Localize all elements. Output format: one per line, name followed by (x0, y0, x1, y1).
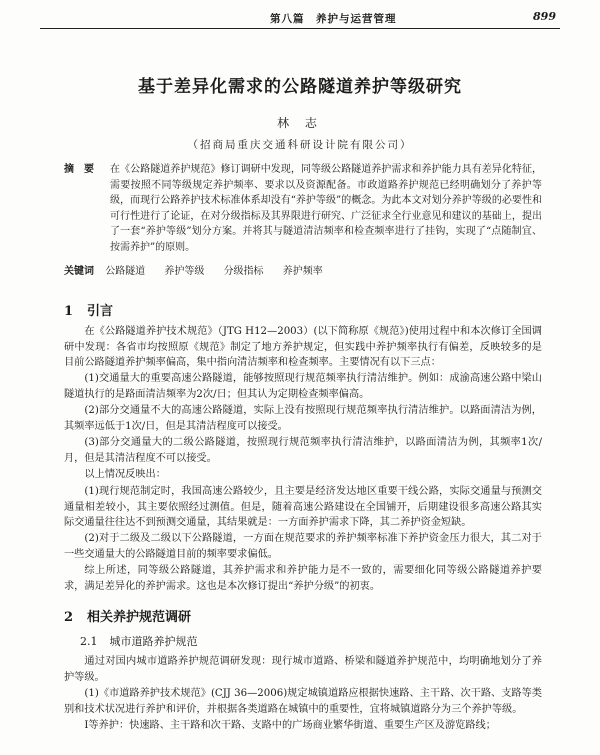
section-1-heading (64, 300, 113, 319)
paragraph: Ⅰ等养护：快速路、主干路和次干路、支路中的广场商业繁华街道、重要生产区及游览路线； (84, 720, 496, 731)
keyword: 分级指标 (223, 266, 264, 277)
section-2-heading (64, 606, 191, 625)
keyword: 养护频率 (282, 266, 323, 277)
paper-title: 基于差异化需求的公路隧道养护等级研究 (138, 77, 462, 97)
paragraph: (3)部分交通量大的二级公路隧道，按照现行规范频率执行清洁维护，以路面清洁为例，其频率1次/月，但是其清洁程度不可以接受。 (64, 437, 542, 464)
section-number: 2 (64, 610, 74, 625)
keyword: 养护等级 (164, 266, 205, 277)
keyword: 公路隧道 (105, 266, 146, 277)
subsection-title: 城市道路养护规范 (109, 635, 198, 648)
section-title: 引言 (87, 304, 114, 319)
paragraph: (2)对于二级及二级以下公路隧道，一方面在规范要求的养护频率标准下养护资金压力很大，其二对于一些交通量大的公路隧道目前的频率要求偏低。 (64, 533, 542, 560)
paragraph: (1)《市道路养护技术规范》(CJJ 36—2006)规定城镇道路应根据快速路、主干路、次干路、支路等类别和技术状况进行养护和评价，并根据各类道路在城镇中的重要性，宜将城镇道路分为三个养护等级。 (64, 688, 542, 715)
paragraph: 以上情况反映出： (84, 469, 166, 480)
author: 林 志 (277, 116, 323, 130)
page-number: 899 (533, 10, 556, 23)
abstract (64, 162, 542, 255)
abstract-label: 摘要 (64, 164, 104, 175)
paragraph: (1)现行规范制定时，我国高速公路较少，且主要是经济发达地区重要干线公路，实际交通量与预测交通量相差较小，其主要依照经过测值。但是，随着高速公路建设在全国铺开，后期建设很多高速公路其实际交通量往往达不到预测交通量，其结果就是：一方面养护需求下降，其二养护资金短缺。 (64, 486, 542, 528)
paragraph: 综上所述，同等级公路隧道，其养护需求和养护能力是不一致的，需要细化同等级公路隧道养护要求，满足差异化的养护需求。这也是本次修订提出“养护分级”的初衷。 (64, 565, 542, 592)
running-header (40, 8, 560, 29)
paragraph: 通过对国内城市道路养护规范调研发现：现行城市道路、桥梁和隧道养护规范中，均明确地划分了养护等级。 (64, 656, 542, 683)
running-header-section: 第八篇 养护与运营管理 (270, 13, 397, 25)
subsection-number: 2.1 (80, 635, 98, 648)
affiliation: （招商局重庆交通科研设计院有限公司） (187, 139, 413, 151)
abstract-text: 在《公路隧道养护规范》修订调研中发现，同等级公路隧道养护需求和养护能力具有差异化特征，需要按照不同等级规定养护频率、要求以及资源配备。市政道路养护规范已经明确划分了养护等级，而现行公路养护技术标准体系却没有“养护等级”的概念。为此本文对划分养护等级的必要性和可行性进行了论证，在对分级指标及其界限进行研究、广泛征求全行业意见和建议的基础上，提出了一套“养护等级”划分方案。并将其与隧道清洁频率和检查频率进行了挂钩，实现了“点随制宜、按需养护”的原则。 (110, 164, 542, 253)
keywords (64, 262, 542, 277)
paragraph: (2)部分交通量不大的高速公路隧道，实际上没有按照现行规范频率执行清洁维护。以路面清洁为例，其频率远低于1次/日，但是其清洁程度可以接受。 (64, 405, 542, 432)
paragraph: 在《公路隧道养护技术规范》（JTG H12—2003）(以下简称原《规范》)使用过程中和本次修订全国调研中发现：各省市均按照原《规范》制定了地方养护规定，但实践中养护频率执行有偏差，反映较多的是目前公路隧道养护频率偏高，集中指向清洁频率和检查频率。主要情况有以下三点： (64, 326, 542, 368)
keywords-label: 关键词 (64, 266, 94, 277)
paragraph: (1)交通量大的重要高速公路隧道，能够按照现行规范频率执行清洁维护。例如：成渝高速公路中梁山隧道执行的是路面清洁频率为2次/日；但其认为定期检查频率偏高。 (64, 373, 542, 400)
subsection-2-1-heading (80, 633, 198, 649)
section-title: 相关养护规范调研 (87, 610, 192, 625)
section-number: 1 (64, 304, 74, 319)
